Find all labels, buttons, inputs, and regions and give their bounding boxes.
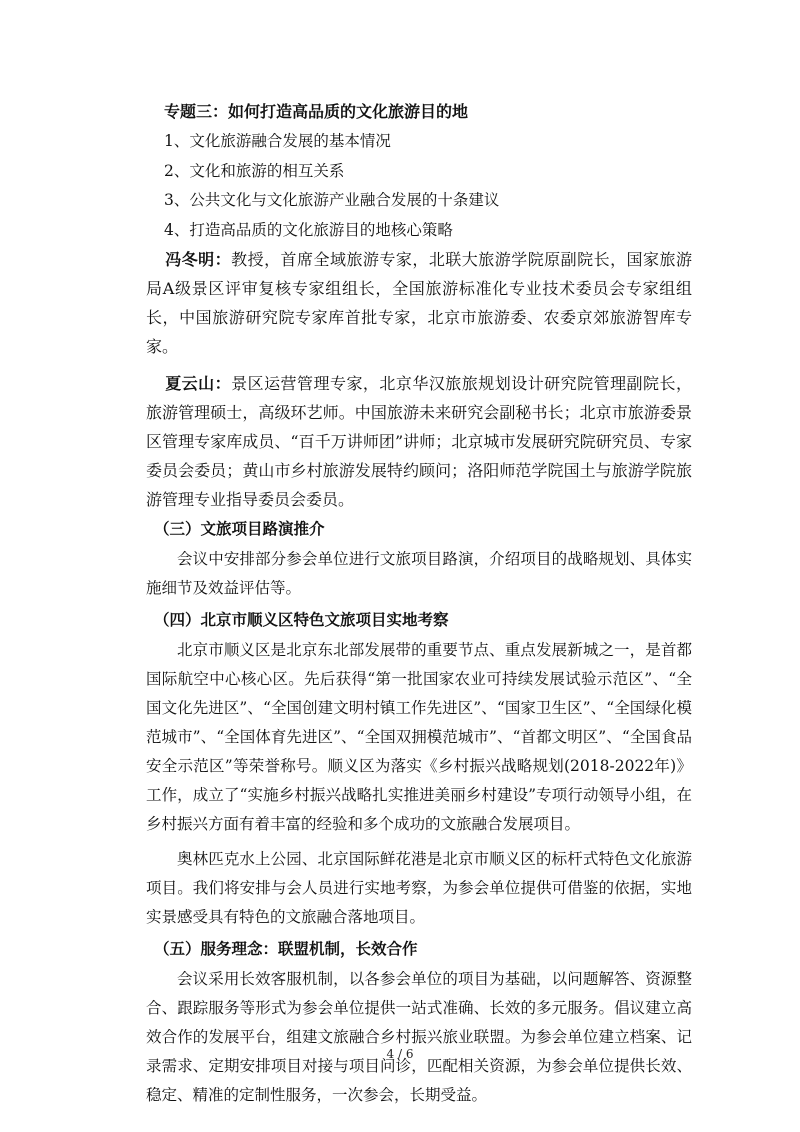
expert-name-feng: 冯冬明：: [165, 250, 232, 269]
expert-bio-feng: [146, 245, 692, 361]
page-number: 4 / 6: [386, 1047, 414, 1061]
topic3-item-2: 2、文化和旅游的相互关系: [164, 161, 345, 180]
section3-body: 会议中安排部分参会单位进行文旅项目路演，介绍项目的战略规划、具体实施细节及效益评估等。: [146, 550, 692, 597]
expert-name-xia: 夏云山：: [165, 374, 232, 393]
section4-title: （四）北京市顺义区特色文旅项目实地考察: [154, 611, 449, 629]
document-page: [146, 98, 692, 1112]
topic3-item-3: 3、公共文化与文化旅游产业融合发展的十条建议: [164, 191, 500, 209]
section4-paragraph-1: 北京市顺义区是北京东北部发展带的重要节点、重点发展新城之一，是首都国际航空中心核心区。先后获得“第一批国家农业可持续发展试验示范区”、“全国文化先进区”、“全国创建文明村镇工作先进区”、“国家卫生区”、“全国绿化模范城市”、“全国体育先进区”、“全国双拥模范城市”、“首都文明区”、“全国食品安全示范区”等荣誉称号。顺义区为落实《乡村振兴战略规划(2018-2022年)》工作，成立了“实施乡村振兴战略扎实推进美丽乡村建设”专项行动领导小组，在乡村振兴方面有着丰富的经验和多个成功的文旅融合发展项目。: [146, 641, 692, 833]
section4-paragraph-2: 奥林匹克水上公园、北京国际鲜花港是北京市顺义区的标杆式特色文化旅游项目。我们将安排与会人员进行实地考察，为参会单位提供可借鉴的依据，实地实景感受具有特色的文旅融合落地项目。: [146, 850, 692, 926]
section3-title: （三）文旅项目路演推介: [154, 520, 325, 538]
section5-body: 会议采用长效客服机制，以各参会单位的项目为基础，以问题解答、资源整合、跟踪服务等形式为参会单位提供一站式准确、长效的多元服务。倡议建立高效合作的发展平台，组建文旅融合乡村振兴旅业联盟。为参会单位建立档案、记录需求、定期安排项目对接与项目问诊，匹配相关资源，为参会单位提供长效、稳定、精准的定制性服务，一次参会，长期受益。: [146, 970, 692, 1104]
expert-desc-xia: 景区运营管理专家，北京华汉旅旅规划设计研究院管理副院长，旅游管理硕士，高级环艺师。中国旅游未来研究会副秘书长；北京市旅游委景区管理专家库成员、“百千万讲师团”讲师；北京城市发展研究院研究员、专家委员会委员；黄山市乡村旅游发展特约顾问；洛阳师范学院国土与旅游学院旅游管理专业指导委员会委员。: [146, 374, 692, 509]
topic3-title: 专题三：如何打造高品质的文化旅游目的地: [164, 102, 469, 121]
section5-title: （五）服务理念：联盟机制，长效合作: [154, 940, 418, 958]
topic3-item-4: 4、打造高品质的文化旅游目的地核心策略: [164, 220, 453, 239]
topic3-item-1: 1、文化旅游融合发展的基本情况: [164, 132, 391, 150]
expert-bio-xia: [146, 369, 692, 514]
expert-desc-feng: 教授，首席全域旅游专家，北联大旅游学院原副院长，国家旅游局A级景区评审复核专家组组长，全国旅游标准化专业技术委员会专家组组长，中国旅游研究院专家库首批专家，北京市旅游委、农委京郊旅游智库专家。: [146, 250, 692, 356]
